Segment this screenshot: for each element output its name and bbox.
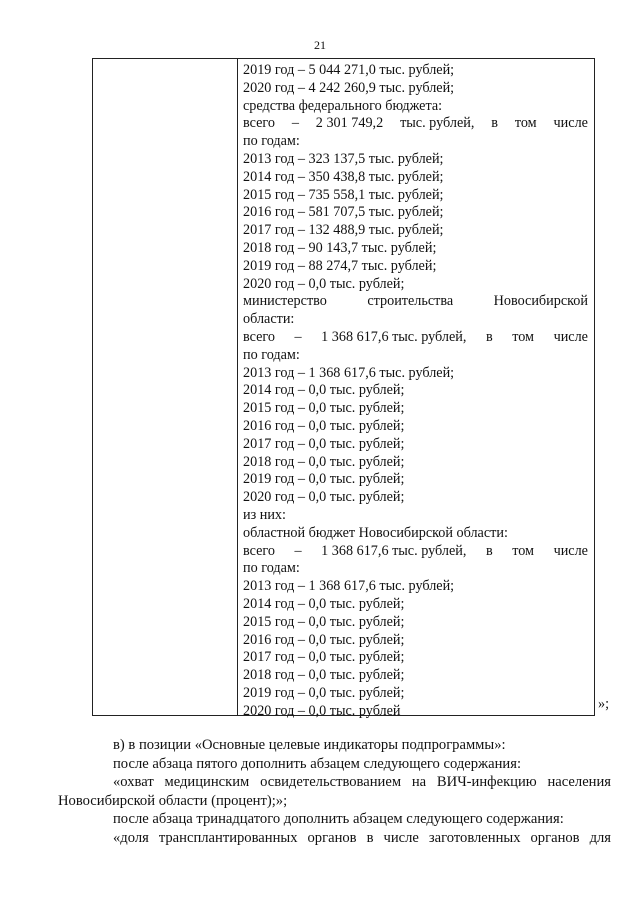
table-line: 2020 год – 0,0 тыс. рублей	[243, 702, 401, 719]
table-line: 2019 год – 0,0 тыс. рублей;	[243, 684, 405, 701]
table-line: по годам:	[243, 346, 300, 363]
table-line-word: всего	[243, 115, 275, 132]
table-line: 2013 год – 1 368 617,6 тыс. рублей;	[243, 364, 455, 381]
table-line: 2014 год – 0,0 тыс. рублей;	[243, 382, 405, 399]
body-text	[58, 736, 611, 848]
table-line: средства федерального бюджета:	[243, 97, 443, 114]
table-right-cell	[243, 62, 588, 720]
table-line: по годам:	[243, 560, 300, 577]
paragraph: в) в позиции «Основные целевые индикаторы подпрограммы»:	[113, 737, 506, 753]
table-line-word: тыс. рублей,	[400, 115, 475, 132]
table-line-word: том	[512, 328, 535, 345]
table-line: 2015 год – 0,0 тыс. рублей;	[243, 400, 405, 417]
table-line: 2017 год – 132 488,9 тыс. рублей;	[243, 222, 444, 239]
table-line: по годам:	[243, 133, 300, 150]
table-line-word: 2 301 749,2	[315, 115, 384, 132]
table-line: 2020 год – 0,0 тыс. рублей;	[243, 275, 405, 292]
table-line: 2020 год – 4 242 260,9 тыс. рублей;	[243, 79, 455, 96]
table-line: 2017 год – 0,0 тыс. рублей;	[243, 435, 405, 452]
table-line-word: том	[512, 542, 535, 559]
table-line-word: –	[291, 115, 299, 132]
table-line-word: министерство	[243, 293, 327, 310]
table-line: 2014 год – 0,0 тыс. рублей;	[243, 595, 405, 612]
paragraph: после абзаца тринадцатого дополнить абзацем следующего содержания:	[113, 811, 564, 828]
table-line: 2018 год – 0,0 тыс. рублей;	[243, 453, 405, 470]
table-line: 2018 год – 90 143,7 тыс. рублей;	[243, 239, 437, 256]
table-line: 2019 год – 88 274,7 тыс. рублей;	[243, 257, 437, 274]
table-line: 2016 год – 581 707,5 тыс. рублей;	[243, 204, 444, 221]
table-line: 2016 год – 0,0 тыс. рублей;	[243, 631, 405, 648]
table-line	[243, 329, 588, 347]
paragraph: «доля трансплантированных органов в числе заготовленных органов для	[113, 829, 611, 846]
table-line: 2017 год – 0,0 тыс. рублей;	[243, 649, 405, 666]
table-line-word: 1 368 617,6 тыс. рублей,	[321, 328, 467, 345]
table-line-word: числе	[553, 328, 588, 345]
table-line-word: в	[485, 328, 493, 345]
table-line-word: –	[294, 542, 302, 559]
table-line-word: 1 368 617,6 тыс. рублей,	[321, 542, 467, 559]
table-line-word: том	[514, 115, 537, 132]
table-line: 2014 год – 350 438,8 тыс. рублей;	[243, 168, 444, 185]
table-line: области:	[243, 311, 295, 328]
table-line: 2013 год – 1 368 617,6 тыс. рублей;	[243, 578, 455, 595]
table-line	[243, 543, 588, 561]
table-line-word: всего	[243, 542, 275, 559]
table-line: 2015 год – 735 558,1 тыс. рублей;	[243, 186, 444, 203]
paragraph: после абзаца пятого дополнить абзацем следующего содержания:	[113, 755, 521, 772]
table-line: 2018 год – 0,0 тыс. рублей;	[243, 667, 405, 684]
table-line	[243, 293, 588, 311]
table-line: из них:	[243, 506, 286, 523]
table-line-word: в	[491, 115, 498, 132]
table-line: 2015 год – 0,0 тыс. рублей;	[243, 613, 405, 630]
table-line	[243, 115, 588, 133]
table-line-word: числе	[553, 542, 588, 559]
table-line: 2020 год – 0,0 тыс. рублей;	[243, 489, 405, 506]
table-line-word: –	[294, 328, 302, 345]
table-line: 2016 год – 0,0 тыс. рублей;	[243, 417, 405, 434]
table-line: 2013 год – 323 137,5 тыс. рублей;	[243, 150, 444, 167]
table-line-word: строительства	[367, 293, 454, 310]
table-line-word: числе	[553, 115, 588, 132]
table-line: областной бюджет Новосибирской области:	[243, 524, 508, 541]
table-line-word: в	[485, 542, 493, 559]
table-line: 2019 год – 0,0 тыс. рублей;	[243, 471, 405, 488]
table-line-word: всего	[243, 328, 275, 345]
table-left-cell	[93, 59, 238, 715]
page-number: 21	[314, 38, 326, 52]
table-line-word: Новосибирской	[493, 293, 588, 310]
table-line: 2019 год – 5 044 271,0 тыс. рублей;	[243, 62, 455, 78]
closing-quote: »;	[598, 696, 610, 712]
paragraph: «охват медицинским освидетельствованием на ВИЧ-инфекцию населения Новосибирской области (процент);»;	[58, 774, 611, 809]
financing-table	[92, 58, 595, 719]
